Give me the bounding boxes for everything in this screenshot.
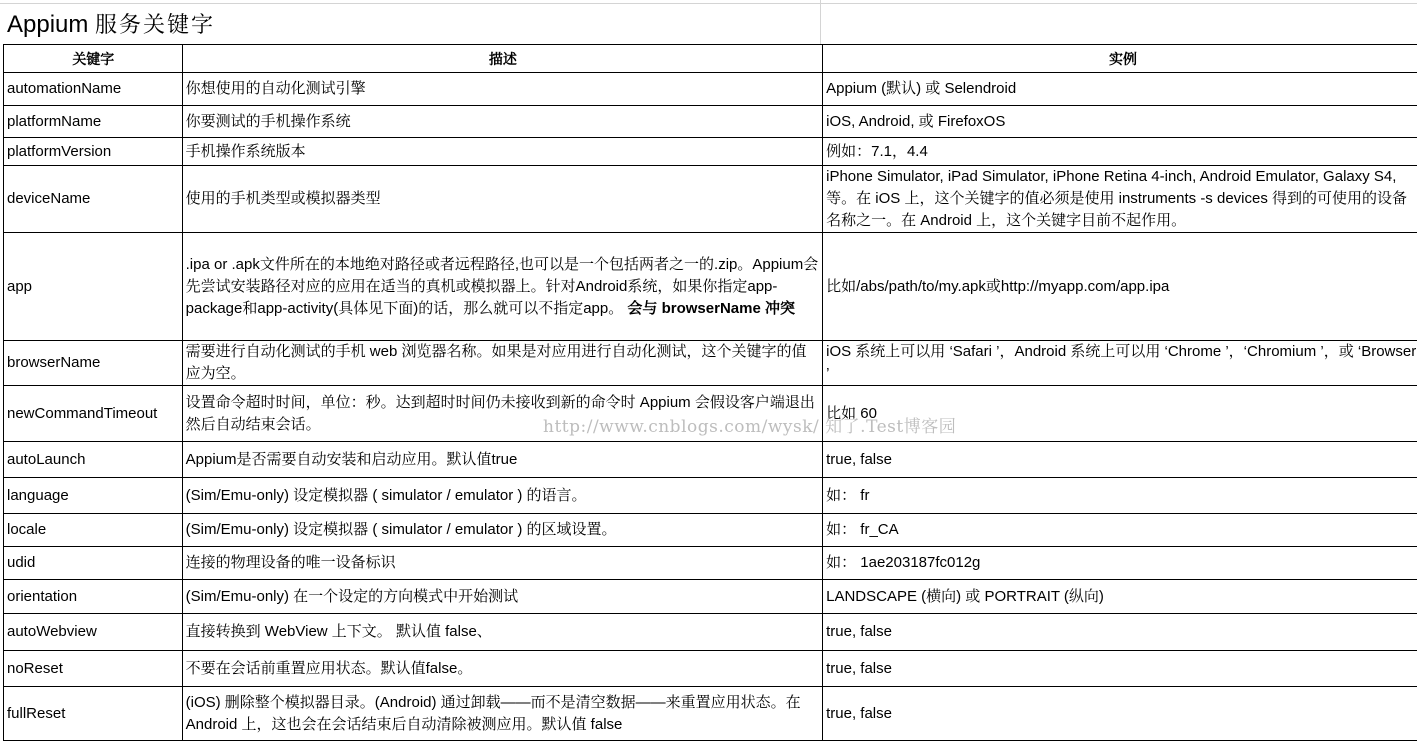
description-cell-text: Appium是否需要自动安装和启动应用。默认值true xyxy=(185,450,518,468)
example-cell-text: iPhone Simulator, iPad Simulator, iPhone Retina 4-inch, Android Emulator, Galaxy S4, 等。在 iOS 上，这个关键字的值必须是使用 instruments -s devices 得到的可使用的设备名称之一。在 Android 上，这个关键字目前不起作用。 xyxy=(826,168,1408,229)
example-cell-text: 如： fr xyxy=(826,486,870,504)
description-cell-text: 连接的物理设备的唯一设备标识 xyxy=(185,554,396,571)
keyword-cell-text: autoLaunch xyxy=(7,450,86,468)
keyword-cell[interactable] xyxy=(4,106,183,138)
watermark: http://www.cnblogs.com/wysk/ 知了.Test博客园 xyxy=(543,417,957,437)
keyword-cell-text: fullReset xyxy=(7,704,66,722)
example-cell[interactable] xyxy=(823,478,1417,514)
example-cell-text: 例如：7.1，4.4 xyxy=(826,142,928,160)
keyword-cell[interactable] xyxy=(4,547,183,580)
description-cell-text: 使用的手机类型或模拟器类型 xyxy=(185,190,381,207)
table-row xyxy=(4,73,1417,106)
table-row xyxy=(4,514,1417,547)
example-cell[interactable] xyxy=(823,614,1417,651)
description-cell-text: (Sim/Emu-only) 设定模拟器 ( simulator / emulator ) 的区域设置。 xyxy=(185,521,617,538)
conflict-note: 会与 browserName 冲突 xyxy=(627,299,795,317)
keyword-cell-text: platformVersion xyxy=(7,142,112,160)
table-row xyxy=(4,442,1417,478)
table-row xyxy=(4,614,1417,651)
description-cell-text: 需要进行自动化测试的手机 web 浏览器名称。如果是对应用进行自动化测试，这个关键字的值应为空。 xyxy=(185,343,807,382)
description-cell-text: 你要测试的手机操作系统 xyxy=(185,112,351,130)
description-cell-text: 你想使用的自动化测试引擎 xyxy=(185,80,366,97)
example-cell[interactable] xyxy=(823,166,1417,233)
example-cell-text: LANDSCAPE (横向) 或 PORTRAIT (纵向) xyxy=(826,587,1104,605)
table-row xyxy=(4,106,1417,138)
table-row xyxy=(4,341,1417,386)
example-cell-text: 如： fr_CA xyxy=(826,521,899,538)
example-cell[interactable] xyxy=(823,547,1417,580)
keyword-cell[interactable] xyxy=(4,73,183,106)
example-cell[interactable] xyxy=(823,233,1417,341)
table-row xyxy=(4,580,1417,614)
keyword-cell-text: automationName xyxy=(7,80,122,97)
description-cell[interactable] xyxy=(182,514,822,547)
header-description: 描述 xyxy=(182,45,822,73)
description-cell[interactable] xyxy=(182,442,822,478)
keyword-cell[interactable] xyxy=(4,442,183,478)
keyword-cell-text: browserName xyxy=(7,354,101,371)
example-cell[interactable] xyxy=(823,580,1417,614)
example-cell[interactable] xyxy=(823,687,1417,741)
keyword-cell[interactable] xyxy=(4,651,183,687)
example-cell-text: Appium (默认) 或 Selendroid xyxy=(826,80,1017,97)
description-cell-text: (iOS) 删除整个模拟器目录。(Android) 通过卸载——而不是清空数据——来重置应用状态。在 Android 上，这也会在会话结束后自动清除被测应用。默认值 false xyxy=(185,693,801,733)
description-cell[interactable] xyxy=(182,166,822,233)
description-cell-text: (Sim/Emu-only) 设定模拟器 ( simulator / emulator ) 的语言。 xyxy=(185,486,587,504)
keyword-cell-text: udid xyxy=(7,554,36,571)
table-row xyxy=(4,547,1417,580)
keyword-cell-text: app xyxy=(7,277,33,295)
example-cell-text: 比如 60 xyxy=(826,404,877,422)
description-cell-text: .ipa or .apk文件所在的本地绝对路径或者远程路径,也可以是一个包括两者之一的.zip。Appium会先尝试安装路径对应的应用在适当的真机或模拟器上。针对Android系统，如果你指定app-package和app-activity(具体见下面)的话，那么就可以不指定app。 xyxy=(185,255,819,317)
table-row xyxy=(4,233,1417,341)
example-cell[interactable] xyxy=(823,138,1417,166)
keyword-cell[interactable] xyxy=(4,166,183,233)
example-cell-text: 如： 1ae203187fc012g xyxy=(826,554,981,571)
keyword-cell-text: deviceName xyxy=(7,190,91,207)
title-cn: 服务关键字 xyxy=(95,13,216,38)
description-cell[interactable] xyxy=(182,341,822,386)
description-cell[interactable] xyxy=(182,106,822,138)
keyword-cell-text: language xyxy=(7,486,69,504)
description-cell[interactable] xyxy=(182,138,822,166)
example-cell-text: true, false xyxy=(826,659,892,677)
header-keyword: 关键字 xyxy=(4,45,183,73)
description-cell[interactable] xyxy=(182,73,822,106)
keyword-cell-text: orientation xyxy=(7,587,78,605)
keyword-cell-text: locale xyxy=(7,521,47,538)
description-cell-text: 直接转换到 WebView 上下文。 默认值 false、 xyxy=(185,623,492,640)
description-cell-text: 手机操作系统版本 xyxy=(185,142,306,160)
description-cell-text: 不要在会话前重置应用状态。默认值false。 xyxy=(185,659,473,677)
example-cell[interactable] xyxy=(823,442,1417,478)
table-header-row xyxy=(4,45,1417,73)
example-cell[interactable] xyxy=(823,651,1417,687)
keyword-cell-text: platformName xyxy=(7,112,102,130)
example-cell-text: 比如/abs/path/to/my.apk或http://myapp.com/app.ipa xyxy=(826,277,1170,295)
keywords-table xyxy=(3,44,1417,741)
example-cell[interactable] xyxy=(823,73,1417,106)
keyword-cell[interactable] xyxy=(4,514,183,547)
keyword-cell[interactable] xyxy=(4,687,183,741)
page-title xyxy=(7,8,215,43)
example-cell[interactable] xyxy=(823,341,1417,386)
example-cell-text: true, false xyxy=(826,450,892,468)
example-cell-text: true, false xyxy=(826,704,892,722)
description-cell[interactable] xyxy=(182,233,822,341)
description-cell[interactable] xyxy=(182,687,822,741)
table-row xyxy=(4,166,1417,233)
description-cell[interactable] xyxy=(182,547,822,580)
description-cell[interactable] xyxy=(182,614,822,651)
example-cell-text: true, false xyxy=(826,623,892,640)
sheet-gridline xyxy=(820,0,821,44)
description-cell-text: (Sim/Emu-only) 在一个设定的方向模式中开始测试 xyxy=(185,587,519,605)
keyword-cell[interactable] xyxy=(4,614,183,651)
keyword-cell-text: autoWebview xyxy=(7,623,97,640)
keyword-cell[interactable] xyxy=(4,138,183,166)
keyword-cell[interactable] xyxy=(4,580,183,614)
example-cell[interactable] xyxy=(823,514,1417,547)
keyword-cell[interactable] xyxy=(4,386,183,442)
table-row xyxy=(4,651,1417,687)
keyword-cell-text: noReset xyxy=(7,659,63,677)
table-row xyxy=(4,478,1417,514)
title-latin: Appium xyxy=(7,11,89,38)
keyword-cell-text: newCommandTimeout xyxy=(7,404,158,422)
table-row xyxy=(4,138,1417,166)
example-cell-text: iOS 系统上可以用 ‘Safari ’，Android 系统上可以用 ‘Chrome ’，‘Chromium ’，或 ‘Browser ’ xyxy=(826,343,1417,382)
example-cell-text: iOS, Android, 或 FirefoxOS xyxy=(826,112,1006,130)
keyword-cell[interactable] xyxy=(4,233,183,341)
example-cell[interactable] xyxy=(823,106,1417,138)
table-row xyxy=(4,687,1417,741)
description-cell[interactable] xyxy=(182,651,822,687)
description-cell[interactable] xyxy=(182,478,822,514)
description-cell-text: 设置命令超时时间，单位：秒。达到超时时间仍未接收到新的命令时 Appium 会假设客户端退出然后自动结束会话。 xyxy=(185,393,815,433)
description-cell[interactable] xyxy=(182,580,822,614)
header-example: 实例 xyxy=(823,45,1417,73)
keyword-cell[interactable] xyxy=(4,341,183,386)
keyword-cell[interactable] xyxy=(4,478,183,514)
sheet-gridline xyxy=(0,0,1417,4)
